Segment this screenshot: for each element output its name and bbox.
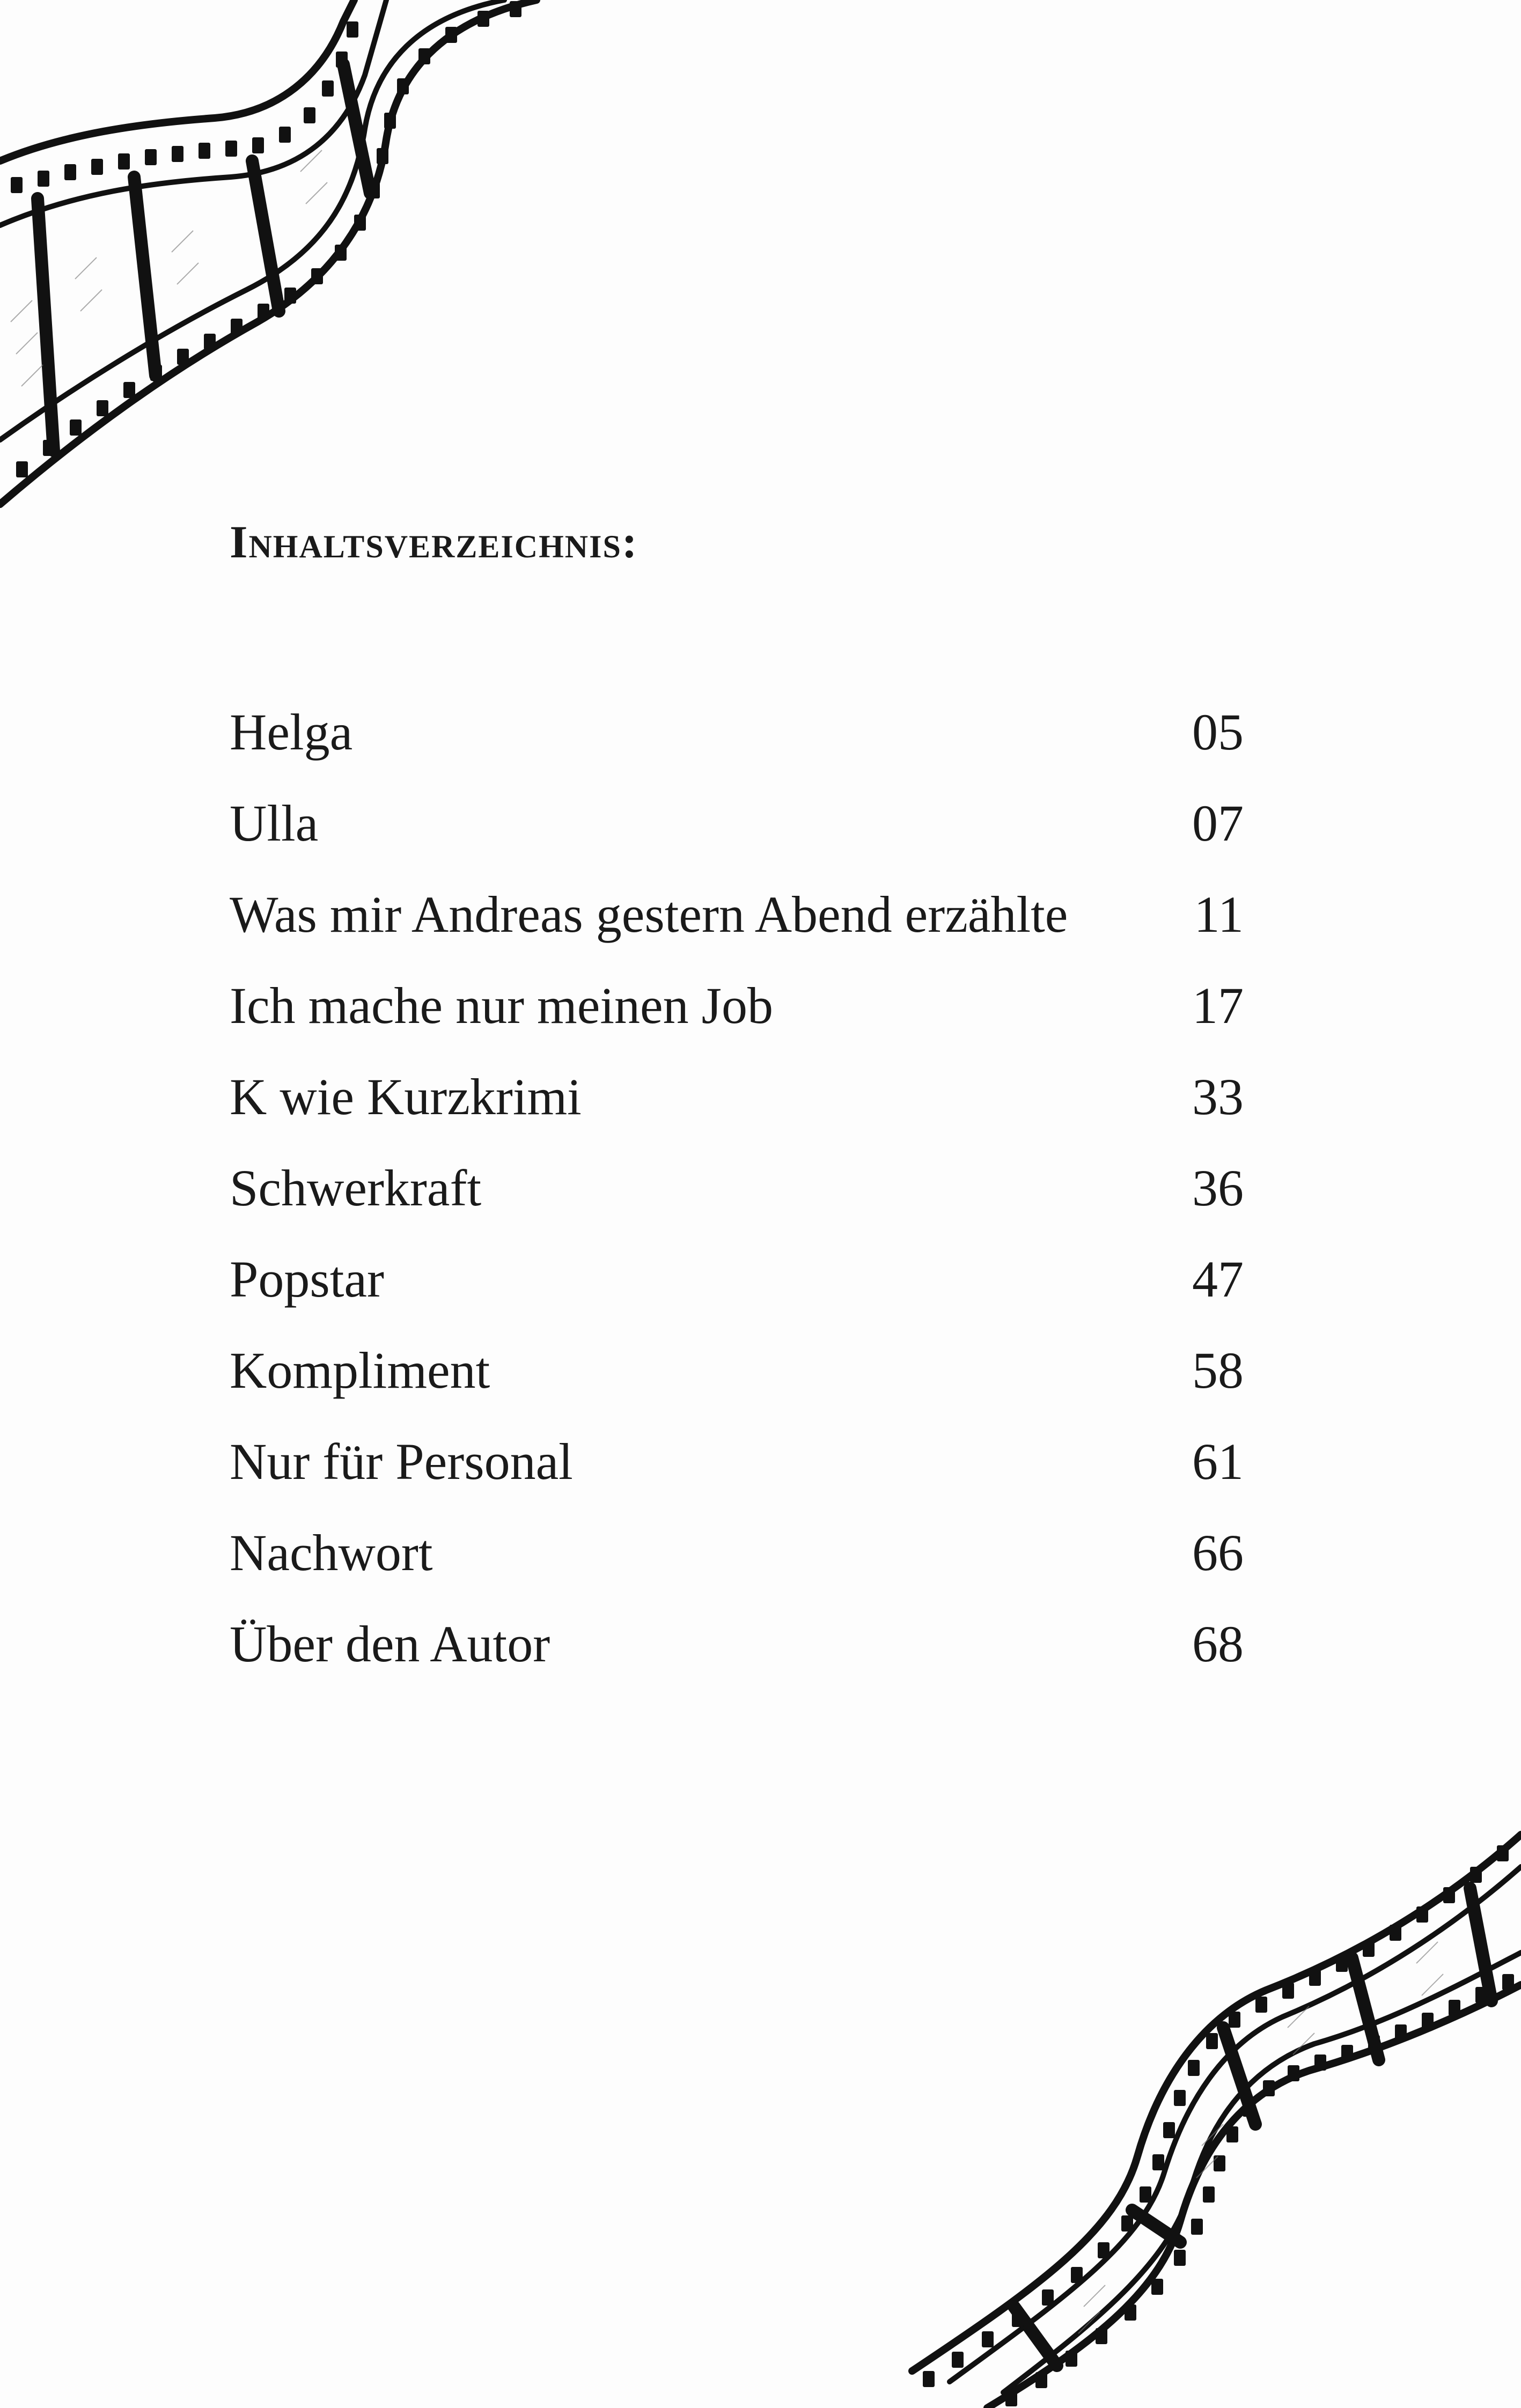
filmstrip-top-left-illustration <box>0 0 601 515</box>
toc-entry[interactable] <box>230 1051 1244 1143</box>
toc-entry[interactable] <box>230 869 1244 960</box>
toc-entry-page: 61 <box>1192 1433 1244 1490</box>
toc-entry-title: K wie Kurzkrimi <box>230 1068 582 1125</box>
toc-entry-page: 47 <box>1192 1250 1244 1308</box>
toc-entry[interactable] <box>230 1416 1244 1507</box>
toc-entry-page: 17 <box>1192 977 1244 1034</box>
toc-entry-page: 66 <box>1192 1524 1244 1581</box>
toc-entry-title: Nur für Personal <box>230 1433 573 1490</box>
toc-entry-page: 05 <box>1192 703 1244 761</box>
toc-entry-title: Ulla <box>230 794 319 852</box>
toc-entry-page: 36 <box>1192 1159 1244 1217</box>
toc-entry-title: Was mir Andreas gestern Abend erzählte <box>230 886 1068 943</box>
toc-entry-title: Ich mache nur meinen Job <box>230 977 773 1034</box>
table-of-contents <box>230 687 1244 1690</box>
toc-entry-page: 11 <box>1194 886 1244 943</box>
toc-entry-title: Helga <box>230 703 353 761</box>
toc-heading: Inhaltsverzeichnis: <box>230 516 638 568</box>
toc-entry-title: Popstar <box>230 1250 384 1308</box>
toc-entry-title: Nachwort <box>230 1524 433 1581</box>
toc-entry-title: Kompliment <box>230 1342 490 1399</box>
toc-entry[interactable] <box>230 1507 1244 1599</box>
filmstrip-bottom-right-illustration <box>880 1824 1521 2408</box>
toc-entry[interactable] <box>230 778 1244 869</box>
toc-entry[interactable] <box>230 1234 1244 1325</box>
toc-entry-title: Über den Autor <box>230 1615 550 1673</box>
toc-entry-page: 68 <box>1192 1615 1244 1673</box>
toc-entry[interactable] <box>230 687 1244 778</box>
toc-entry-title: Schwerkraft <box>230 1159 482 1217</box>
toc-entry[interactable] <box>230 960 1244 1051</box>
toc-entry[interactable] <box>230 1325 1244 1416</box>
toc-entry[interactable] <box>230 1599 1244 1690</box>
toc-entry[interactable] <box>230 1143 1244 1234</box>
toc-entry-page: 07 <box>1192 794 1244 852</box>
toc-entry-page: 58 <box>1192 1342 1244 1399</box>
toc-entry-page: 33 <box>1192 1068 1244 1125</box>
